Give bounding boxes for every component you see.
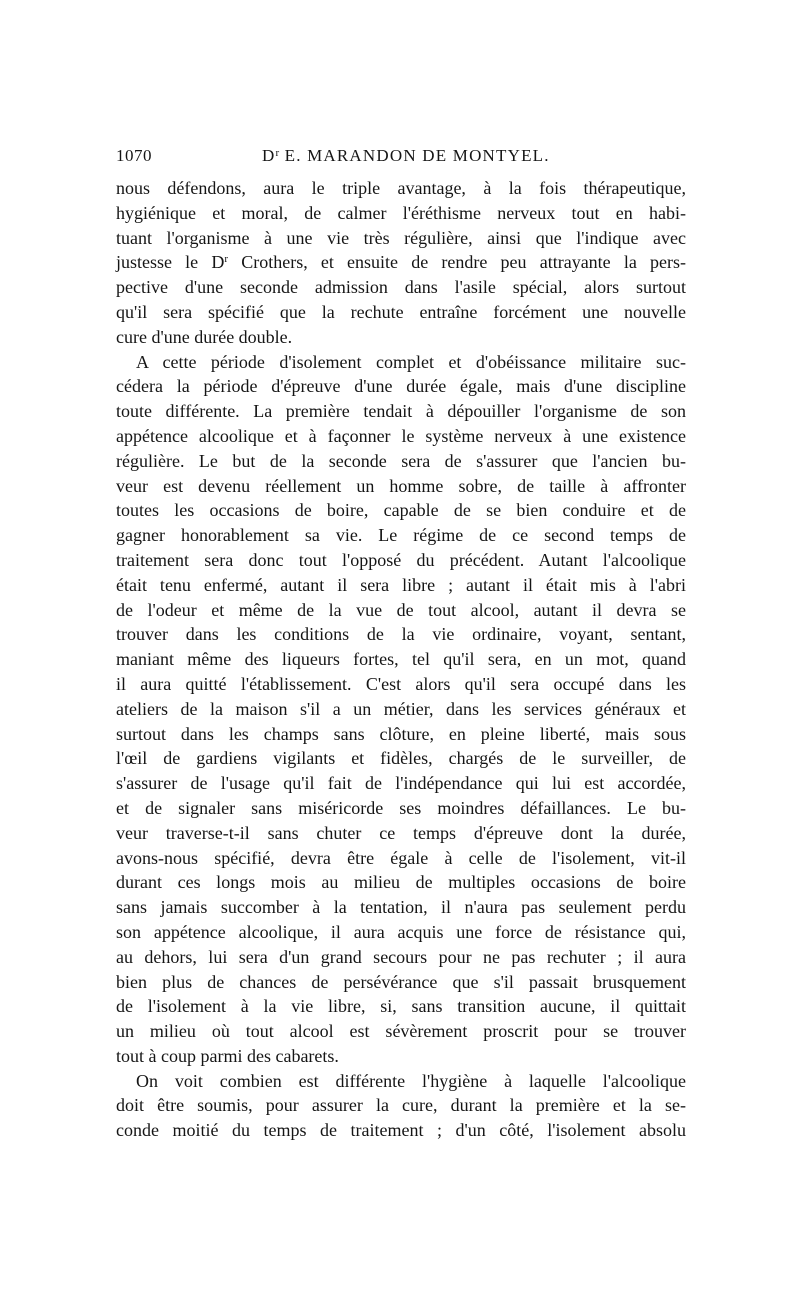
text-line: conde moitié du temps de traitement ; d'un côté, l'isolement absolu bbox=[116, 1120, 686, 1141]
text-line: de l'odeur et même de la vue de tout alcool, autant il devra se bbox=[116, 599, 686, 620]
text-line: il aura quitté l'établissement. C'est alors qu'il sera occupé dans les bbox=[116, 673, 686, 694]
text-fragment: Crothers, et ensuite de rendre peu attrayante la pers- bbox=[228, 252, 687, 273]
text-line: et de signaler sans miséricorde ses moindres défaillances. Le bu- bbox=[116, 797, 686, 818]
text-line: tout à coup parmi des cabarets. bbox=[116, 1045, 339, 1066]
text-line: toutes les occasions de boire, capable de se bien conduire et de bbox=[116, 500, 686, 521]
text-line: maniant même des liqueurs fortes, tel qu'il sera, en un mot, quand bbox=[116, 649, 686, 670]
text-line: ateliers de la maison s'il a un métier, dans les services généraux et bbox=[116, 698, 686, 719]
text-line: gagner honorablement sa vie. Le régime de ce second temps de bbox=[116, 525, 686, 546]
paragraph-3 bbox=[116, 1069, 686, 1143]
superscript: r bbox=[224, 253, 229, 266]
text-line: durant ces longs mois au milieu de multiples occasions de boire bbox=[116, 872, 686, 893]
text-line: était tenu enfermé, autant il sera libre ; autant il était mis à l'abri bbox=[116, 574, 686, 595]
text-line: nous défendons, aura le triple avantage, à la fois thérapeutique, bbox=[116, 178, 686, 198]
paragraph-1 bbox=[116, 176, 686, 350]
text-line: On voit combien est différente l'hygiène à laquelle l'alcoolique bbox=[136, 1070, 686, 1091]
text-line-with-superscript bbox=[116, 250, 686, 275]
text-line: cédera la période d'épreuve d'une durée égale, mais d'une discipline bbox=[116, 376, 686, 397]
text-line: surtout dans les champs sans clôture, en pleine liberté, mais sous bbox=[116, 723, 686, 744]
page-number: 1070 bbox=[116, 146, 152, 165]
text-fragment: justesse le D bbox=[116, 252, 225, 273]
book-page bbox=[116, 146, 686, 1143]
text-line: cure d'une durée double. bbox=[116, 326, 293, 347]
text-line: A cette période d'isolement complet et d'obéissance militaire suc- bbox=[136, 351, 686, 372]
text-line: de l'isolement à la vie libre, si, sans transition aucune, il quittait bbox=[116, 996, 686, 1017]
text-line: sans jamais succomber à la tentation, il n'aura pas seulement perdu bbox=[116, 897, 686, 918]
text-line: avons-nous spécifié, devra être égale à celle de l'isolement, vit-il bbox=[116, 847, 686, 868]
text-line: son appétence alcoolique, il aura acquis une force de résistance qui, bbox=[116, 921, 686, 942]
text-line: hygiénique et moral, de calmer l'éréthisme nerveux tout en habi- bbox=[116, 202, 686, 223]
text-line: traitement sera donc tout l'opposé du précédent. Autant l'alcoolique bbox=[116, 549, 686, 570]
text-line: régulière. Le but de la seconde sera de s'assurer que l'ancien bu- bbox=[116, 450, 686, 471]
text-line: toute différente. La première tendait à dépouiller l'organisme de son bbox=[116, 401, 686, 422]
text-line: un milieu où tout alcool est sévèrement proscrit pour se trouver bbox=[116, 1021, 686, 1042]
text-line: appétence alcoolique et à façonner le système nerveux à une existence bbox=[116, 425, 686, 446]
author-prefix-superscript: r bbox=[275, 147, 280, 159]
text-line: doit être soumis, pour assurer la cure, durant la première et la se- bbox=[116, 1095, 686, 1116]
paragraph-2 bbox=[116, 350, 686, 1069]
text-line: qu'il sera spécifié que la rechute entraîne forcément une nouvelle bbox=[116, 301, 686, 322]
running-head bbox=[262, 146, 550, 166]
author-name: E. MARANDON DE MONTYEL. bbox=[279, 146, 550, 165]
text-line: tuant l'organisme à une vie très régulière, ainsi que l'indique avec bbox=[116, 227, 686, 248]
text-line: trouver dans les conditions de la vie ordinaire, voyant, sentant, bbox=[116, 624, 686, 645]
text-line: bien plus de chances de persévérance que s'il passait brusquement bbox=[116, 971, 686, 992]
text-line: au dehors, lui sera d'un grand secours pour ne pas rechuter ; il aura bbox=[116, 946, 686, 967]
text-line: veur est devenu réellement un homme sobre, de taille à affronter bbox=[116, 475, 686, 496]
author-prefix: D bbox=[262, 146, 276, 165]
text-line: veur traverse-t-il sans chuter ce temps d'épreuve dont la durée, bbox=[116, 822, 686, 843]
text-line: l'œil de gardiens vigilants et fidèles, chargés de le surveiller, de bbox=[116, 748, 686, 769]
body-text bbox=[116, 176, 686, 1143]
text-line: s'assurer de l'usage qu'il fait de l'indépendance qui lui est accordée, bbox=[116, 773, 686, 794]
page-header bbox=[116, 146, 686, 176]
text-line: pective d'une seconde admission dans l'asile spécial, alors surtout bbox=[116, 277, 686, 298]
